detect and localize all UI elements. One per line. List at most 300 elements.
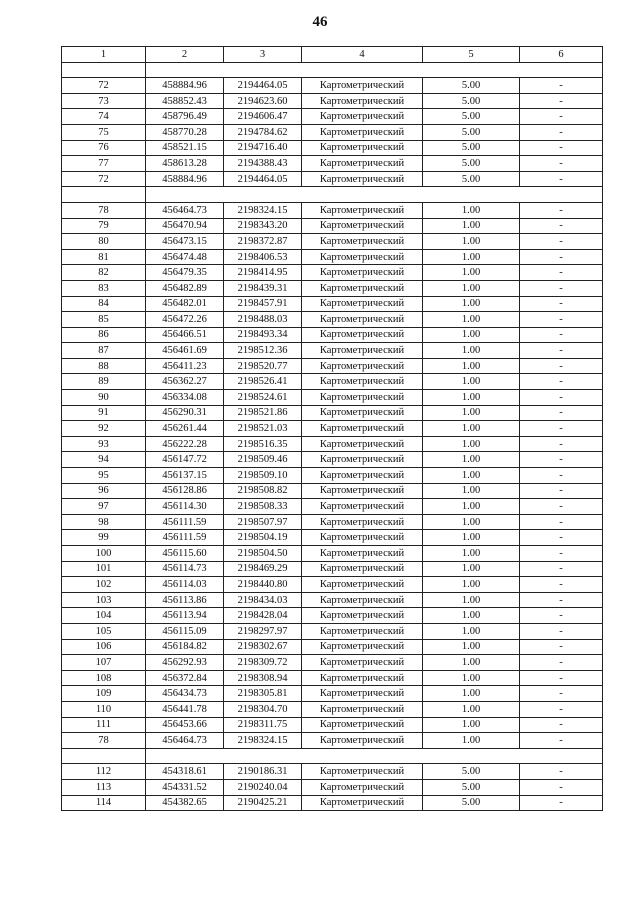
x-coordinate-cell: 456466.51 xyxy=(146,327,224,343)
accuracy-cell: 1.00 xyxy=(423,530,520,546)
accuracy-cell: 5.00 xyxy=(423,124,520,140)
description-cell: - xyxy=(520,546,603,562)
description-cell: - xyxy=(520,670,603,686)
x-coordinate-cell: 456479.35 xyxy=(146,265,224,281)
point-number-cell: 113 xyxy=(62,779,146,795)
description-cell: - xyxy=(520,390,603,406)
y-coordinate-cell: 2198309.72 xyxy=(224,655,302,671)
method-cell: Картометрический xyxy=(302,795,423,811)
point-number-cell: 104 xyxy=(62,608,146,624)
method-cell: Картометрический xyxy=(302,701,423,717)
x-coordinate-cell: 456147.72 xyxy=(146,452,224,468)
point-number-cell: 73 xyxy=(62,93,146,109)
accuracy-cell: 1.00 xyxy=(423,623,520,639)
x-coordinate-cell: 456128.86 xyxy=(146,483,224,499)
accuracy-cell: 1.00 xyxy=(423,686,520,702)
x-coordinate-cell: 456372.84 xyxy=(146,670,224,686)
method-cell: Картометрический xyxy=(302,608,423,624)
y-coordinate-cell: 2194716.40 xyxy=(224,140,302,156)
y-coordinate-cell: 2194388.43 xyxy=(224,156,302,172)
y-coordinate-cell: 2194464.05 xyxy=(224,171,302,187)
method-cell: Картометрический xyxy=(302,327,423,343)
description-cell: - xyxy=(520,499,603,515)
x-coordinate-cell: 458770.28 xyxy=(146,124,224,140)
x-coordinate-cell: 456461.69 xyxy=(146,343,224,359)
table-row xyxy=(62,202,603,218)
table-row xyxy=(62,561,603,577)
point-number-cell: 72 xyxy=(62,171,146,187)
y-coordinate-cell: 2198512.36 xyxy=(224,343,302,359)
method-cell: Картометрический xyxy=(302,171,423,187)
method-cell: Картометрический xyxy=(302,109,423,125)
accuracy-cell: 1.00 xyxy=(423,717,520,733)
method-cell: Картометрический xyxy=(302,670,423,686)
description-cell: - xyxy=(520,124,603,140)
x-coordinate-cell: 456434.73 xyxy=(146,686,224,702)
method-cell: Картометрический xyxy=(302,468,423,484)
method-cell: Картометрический xyxy=(302,280,423,296)
accuracy-cell: 1.00 xyxy=(423,499,520,515)
x-coordinate-cell: 456464.73 xyxy=(146,202,224,218)
table-row xyxy=(62,280,603,296)
table-row xyxy=(62,686,603,702)
accuracy-cell: 1.00 xyxy=(423,358,520,374)
accuracy-cell: 5.00 xyxy=(423,109,520,125)
accuracy-cell: 1.00 xyxy=(423,405,520,421)
x-coordinate-cell: 456113.86 xyxy=(146,592,224,608)
y-coordinate-cell: 2198372.87 xyxy=(224,234,302,250)
point-number-cell: 96 xyxy=(62,483,146,499)
table-row xyxy=(62,421,603,437)
y-coordinate-cell: 2194623.60 xyxy=(224,93,302,109)
x-coordinate-cell: 456184.82 xyxy=(146,639,224,655)
x-coordinate-cell: 456464.73 xyxy=(146,733,224,749)
x-coordinate-cell: 454331.52 xyxy=(146,779,224,795)
point-number-cell: 103 xyxy=(62,592,146,608)
y-coordinate-cell: 2198521.03 xyxy=(224,421,302,437)
x-coordinate-cell: 456473.15 xyxy=(146,234,224,250)
point-number-cell: 105 xyxy=(62,623,146,639)
point-number-cell: 91 xyxy=(62,405,146,421)
method-cell: Картометрический xyxy=(302,358,423,374)
accuracy-cell: 1.00 xyxy=(423,312,520,328)
accuracy-cell: 1.00 xyxy=(423,546,520,562)
y-coordinate-cell: 2198428.04 xyxy=(224,608,302,624)
x-coordinate-cell: 456111.59 xyxy=(146,530,224,546)
point-number-cell: 108 xyxy=(62,670,146,686)
table-row xyxy=(62,499,603,515)
y-coordinate-cell: 2198469.29 xyxy=(224,561,302,577)
accuracy-cell: 1.00 xyxy=(423,655,520,671)
method-cell: Картометрический xyxy=(302,623,423,639)
table-row xyxy=(62,390,603,406)
point-number-cell: 87 xyxy=(62,343,146,359)
y-coordinate-cell: 2198305.81 xyxy=(224,686,302,702)
description-cell: - xyxy=(520,140,603,156)
point-number-cell: 76 xyxy=(62,140,146,156)
accuracy-cell: 1.00 xyxy=(423,733,520,749)
y-coordinate-cell: 2198406.53 xyxy=(224,249,302,265)
table-row xyxy=(62,296,603,312)
method-cell: Картометрический xyxy=(302,405,423,421)
table-row xyxy=(62,327,603,343)
method-cell: Картометрический xyxy=(302,717,423,733)
accuracy-cell: 5.00 xyxy=(423,93,520,109)
y-coordinate-cell: 2198302.67 xyxy=(224,639,302,655)
table-row xyxy=(62,109,603,125)
point-number-cell: 79 xyxy=(62,218,146,234)
description-cell: - xyxy=(520,452,603,468)
method-cell: Картометрический xyxy=(302,202,423,218)
y-coordinate-cell: 2198516.35 xyxy=(224,436,302,452)
x-coordinate-cell: 456114.03 xyxy=(146,577,224,593)
description-cell: - xyxy=(520,265,603,281)
x-coordinate-cell: 458521.15 xyxy=(146,140,224,156)
description-cell: - xyxy=(520,577,603,593)
empty-cell xyxy=(62,748,146,764)
accuracy-cell: 1.00 xyxy=(423,234,520,250)
x-coordinate-cell: 456114.30 xyxy=(146,499,224,515)
accuracy-cell: 1.00 xyxy=(423,343,520,359)
table-row xyxy=(62,701,603,717)
table-row xyxy=(62,764,603,780)
description-cell: - xyxy=(520,327,603,343)
point-number-cell: 107 xyxy=(62,655,146,671)
x-coordinate-cell: 456290.31 xyxy=(146,405,224,421)
x-coordinate-cell: 456482.89 xyxy=(146,280,224,296)
accuracy-cell: 1.00 xyxy=(423,701,520,717)
accuracy-cell: 1.00 xyxy=(423,327,520,343)
x-coordinate-cell: 456472.26 xyxy=(146,312,224,328)
point-number-cell: 84 xyxy=(62,296,146,312)
accuracy-cell: 1.00 xyxy=(423,421,520,437)
table-row xyxy=(62,483,603,499)
y-coordinate-cell: 2198488.03 xyxy=(224,312,302,328)
method-cell: Картометрический xyxy=(302,249,423,265)
description-cell: - xyxy=(520,405,603,421)
description-cell: - xyxy=(520,436,603,452)
table-row xyxy=(62,436,603,452)
header-cell: 2 xyxy=(146,47,224,63)
description-cell: - xyxy=(520,374,603,390)
x-coordinate-cell: 454318.61 xyxy=(146,764,224,780)
method-cell: Картометрический xyxy=(302,421,423,437)
description-cell: - xyxy=(520,733,603,749)
point-number-cell: 100 xyxy=(62,546,146,562)
description-cell: - xyxy=(520,514,603,530)
y-coordinate-cell: 2198524.61 xyxy=(224,390,302,406)
point-number-cell: 114 xyxy=(62,795,146,811)
table-row xyxy=(62,468,603,484)
method-cell: Картометрический xyxy=(302,483,423,499)
table-row xyxy=(62,78,603,94)
y-coordinate-cell: 2198504.19 xyxy=(224,530,302,546)
method-cell: Картометрический xyxy=(302,312,423,328)
description-cell: - xyxy=(520,764,603,780)
separator-row xyxy=(62,62,603,78)
accuracy-cell: 1.00 xyxy=(423,265,520,281)
description-cell: - xyxy=(520,249,603,265)
method-cell: Картометрический xyxy=(302,436,423,452)
accuracy-cell: 5.00 xyxy=(423,171,520,187)
empty-cell xyxy=(62,187,146,203)
separator-row xyxy=(62,748,603,764)
separator-row xyxy=(62,187,603,203)
x-coordinate-cell: 456113.94 xyxy=(146,608,224,624)
point-number-cell: 111 xyxy=(62,717,146,733)
x-coordinate-cell: 456115.60 xyxy=(146,546,224,562)
header-row xyxy=(62,47,603,63)
x-coordinate-cell: 456411.23 xyxy=(146,358,224,374)
method-cell: Картометрический xyxy=(302,592,423,608)
table-row xyxy=(62,639,603,655)
point-number-cell: 110 xyxy=(62,701,146,717)
accuracy-cell: 1.00 xyxy=(423,436,520,452)
page-number: 46 xyxy=(312,14,328,30)
method-cell: Картометрический xyxy=(302,93,423,109)
table-row xyxy=(62,514,603,530)
y-coordinate-cell: 2198297.97 xyxy=(224,623,302,639)
description-cell: - xyxy=(520,171,603,187)
point-number-cell: 98 xyxy=(62,514,146,530)
method-cell: Картометрический xyxy=(302,514,423,530)
empty-cell xyxy=(146,62,603,78)
method-cell: Картометрический xyxy=(302,546,423,562)
y-coordinate-cell: 2198324.15 xyxy=(224,202,302,218)
y-coordinate-cell: 2194784.62 xyxy=(224,124,302,140)
point-number-cell: 88 xyxy=(62,358,146,374)
point-number-cell: 80 xyxy=(62,234,146,250)
point-number-cell: 101 xyxy=(62,561,146,577)
point-number-cell: 99 xyxy=(62,530,146,546)
description-cell: - xyxy=(520,156,603,172)
method-cell: Картометрический xyxy=(302,499,423,515)
accuracy-cell: 1.00 xyxy=(423,577,520,593)
y-coordinate-cell: 2198509.10 xyxy=(224,468,302,484)
empty-cell xyxy=(146,748,603,764)
method-cell: Картометрический xyxy=(302,764,423,780)
accuracy-cell: 1.00 xyxy=(423,514,520,530)
y-coordinate-cell: 2198440.80 xyxy=(224,577,302,593)
table-row xyxy=(62,623,603,639)
y-coordinate-cell: 2190425.21 xyxy=(224,795,302,811)
x-coordinate-cell: 456292.93 xyxy=(146,655,224,671)
description-cell: - xyxy=(520,93,603,109)
table-row xyxy=(62,234,603,250)
accuracy-cell: 1.00 xyxy=(423,592,520,608)
description-cell: - xyxy=(520,468,603,484)
method-cell: Картометрический xyxy=(302,156,423,172)
description-cell: - xyxy=(520,717,603,733)
point-number-cell: 75 xyxy=(62,124,146,140)
point-number-cell: 72 xyxy=(62,78,146,94)
y-coordinate-cell: 2190186.31 xyxy=(224,764,302,780)
y-coordinate-cell: 2198304.70 xyxy=(224,701,302,717)
point-number-cell: 83 xyxy=(62,280,146,296)
table-row xyxy=(62,140,603,156)
description-cell: - xyxy=(520,608,603,624)
y-coordinate-cell: 2198526.41 xyxy=(224,374,302,390)
table-row xyxy=(62,405,603,421)
accuracy-cell: 1.00 xyxy=(423,670,520,686)
description-cell: - xyxy=(520,358,603,374)
point-number-cell: 74 xyxy=(62,109,146,125)
description-cell: - xyxy=(520,78,603,94)
table-row xyxy=(62,374,603,390)
accuracy-cell: 5.00 xyxy=(423,764,520,780)
y-coordinate-cell: 2198493.34 xyxy=(224,327,302,343)
y-coordinate-cell: 2198509.46 xyxy=(224,452,302,468)
y-coordinate-cell: 2198434.03 xyxy=(224,592,302,608)
description-cell: - xyxy=(520,343,603,359)
method-cell: Картометрический xyxy=(302,779,423,795)
method-cell: Картометрический xyxy=(302,234,423,250)
header-cell: 5 xyxy=(423,47,520,63)
point-number-cell: 78 xyxy=(62,202,146,218)
y-coordinate-cell: 2198520.77 xyxy=(224,358,302,374)
point-number-cell: 78 xyxy=(62,733,146,749)
point-number-cell: 85 xyxy=(62,312,146,328)
table-row xyxy=(62,733,603,749)
method-cell: Картометрический xyxy=(302,561,423,577)
x-coordinate-cell: 456222.28 xyxy=(146,436,224,452)
table-row xyxy=(62,171,603,187)
x-coordinate-cell: 458796.49 xyxy=(146,109,224,125)
table-row xyxy=(62,343,603,359)
method-cell: Картометрический xyxy=(302,655,423,671)
x-coordinate-cell: 456441.78 xyxy=(146,701,224,717)
table-row xyxy=(62,530,603,546)
y-coordinate-cell: 2198457.91 xyxy=(224,296,302,312)
point-number-cell: 77 xyxy=(62,156,146,172)
point-number-cell: 109 xyxy=(62,686,146,702)
accuracy-cell: 1.00 xyxy=(423,639,520,655)
x-coordinate-cell: 456137.15 xyxy=(146,468,224,484)
method-cell: Картометрический xyxy=(302,733,423,749)
table-row xyxy=(62,249,603,265)
method-cell: Картометрический xyxy=(302,124,423,140)
point-number-cell: 94 xyxy=(62,452,146,468)
description-cell: - xyxy=(520,779,603,795)
description-cell: - xyxy=(520,795,603,811)
description-cell: - xyxy=(520,639,603,655)
accuracy-cell: 1.00 xyxy=(423,483,520,499)
accuracy-cell: 1.00 xyxy=(423,468,520,484)
header-cell: 3 xyxy=(224,47,302,63)
empty-cell xyxy=(146,187,603,203)
description-cell: - xyxy=(520,701,603,717)
y-coordinate-cell: 2198311.75 xyxy=(224,717,302,733)
table-row xyxy=(62,655,603,671)
y-coordinate-cell: 2198504.50 xyxy=(224,546,302,562)
y-coordinate-cell: 2198508.33 xyxy=(224,499,302,515)
y-coordinate-cell: 2198521.86 xyxy=(224,405,302,421)
method-cell: Картометрический xyxy=(302,374,423,390)
table-row xyxy=(62,93,603,109)
description-cell: - xyxy=(520,686,603,702)
point-number-cell: 93 xyxy=(62,436,146,452)
method-cell: Картометрический xyxy=(302,452,423,468)
y-coordinate-cell: 2198507.97 xyxy=(224,514,302,530)
accuracy-cell: 5.00 xyxy=(423,78,520,94)
table-row xyxy=(62,156,603,172)
table-row xyxy=(62,265,603,281)
accuracy-cell: 5.00 xyxy=(423,779,520,795)
accuracy-cell: 5.00 xyxy=(423,795,520,811)
table-row xyxy=(62,795,603,811)
y-coordinate-cell: 2198508.82 xyxy=(224,483,302,499)
method-cell: Картометрический xyxy=(302,390,423,406)
accuracy-cell: 5.00 xyxy=(423,156,520,172)
accuracy-cell: 1.00 xyxy=(423,249,520,265)
description-cell: - xyxy=(520,296,603,312)
point-number-cell: 82 xyxy=(62,265,146,281)
description-cell: - xyxy=(520,483,603,499)
table-row xyxy=(62,546,603,562)
x-coordinate-cell: 458884.96 xyxy=(146,171,224,187)
point-number-cell: 81 xyxy=(62,249,146,265)
table-row xyxy=(62,124,603,140)
accuracy-cell: 1.00 xyxy=(423,280,520,296)
point-number-cell: 89 xyxy=(62,374,146,390)
description-cell: - xyxy=(520,592,603,608)
method-cell: Картометрический xyxy=(302,140,423,156)
x-coordinate-cell: 458613.28 xyxy=(146,156,224,172)
table-row xyxy=(62,608,603,624)
x-coordinate-cell: 456111.59 xyxy=(146,514,224,530)
point-number-cell: 112 xyxy=(62,764,146,780)
table-row xyxy=(62,358,603,374)
table-row xyxy=(62,592,603,608)
description-cell: - xyxy=(520,530,603,546)
method-cell: Картометрический xyxy=(302,639,423,655)
description-cell: - xyxy=(520,655,603,671)
accuracy-cell: 1.00 xyxy=(423,218,520,234)
y-coordinate-cell: 2198439.31 xyxy=(224,280,302,296)
accuracy-cell: 1.00 xyxy=(423,390,520,406)
point-number-cell: 90 xyxy=(62,390,146,406)
table-row xyxy=(62,452,603,468)
header-cell: 1 xyxy=(62,47,146,63)
x-coordinate-cell: 456334.08 xyxy=(146,390,224,406)
y-coordinate-cell: 2190240.04 xyxy=(224,779,302,795)
table-row xyxy=(62,779,603,795)
y-coordinate-cell: 2198343.20 xyxy=(224,218,302,234)
x-coordinate-cell: 454382.65 xyxy=(146,795,224,811)
x-coordinate-cell: 456474.48 xyxy=(146,249,224,265)
x-coordinate-cell: 458852.43 xyxy=(146,93,224,109)
point-number-cell: 106 xyxy=(62,639,146,655)
x-coordinate-cell: 456115.09 xyxy=(146,623,224,639)
x-coordinate-cell: 456261.44 xyxy=(146,421,224,437)
y-coordinate-cell: 2198324.15 xyxy=(224,733,302,749)
point-number-cell: 95 xyxy=(62,468,146,484)
accuracy-cell: 1.00 xyxy=(423,296,520,312)
description-cell: - xyxy=(520,312,603,328)
y-coordinate-cell: 2194606.47 xyxy=(224,109,302,125)
x-coordinate-cell: 456114.73 xyxy=(146,561,224,577)
description-cell: - xyxy=(520,234,603,250)
accuracy-cell: 1.00 xyxy=(423,374,520,390)
accuracy-cell: 1.00 xyxy=(423,202,520,218)
accuracy-cell: 1.00 xyxy=(423,452,520,468)
x-coordinate-cell: 456482.01 xyxy=(146,296,224,312)
method-cell: Картометрический xyxy=(302,530,423,546)
accuracy-cell: 1.00 xyxy=(423,608,520,624)
description-cell: - xyxy=(520,623,603,639)
header-cell: 4 xyxy=(302,47,423,63)
method-cell: Картометрический xyxy=(302,686,423,702)
